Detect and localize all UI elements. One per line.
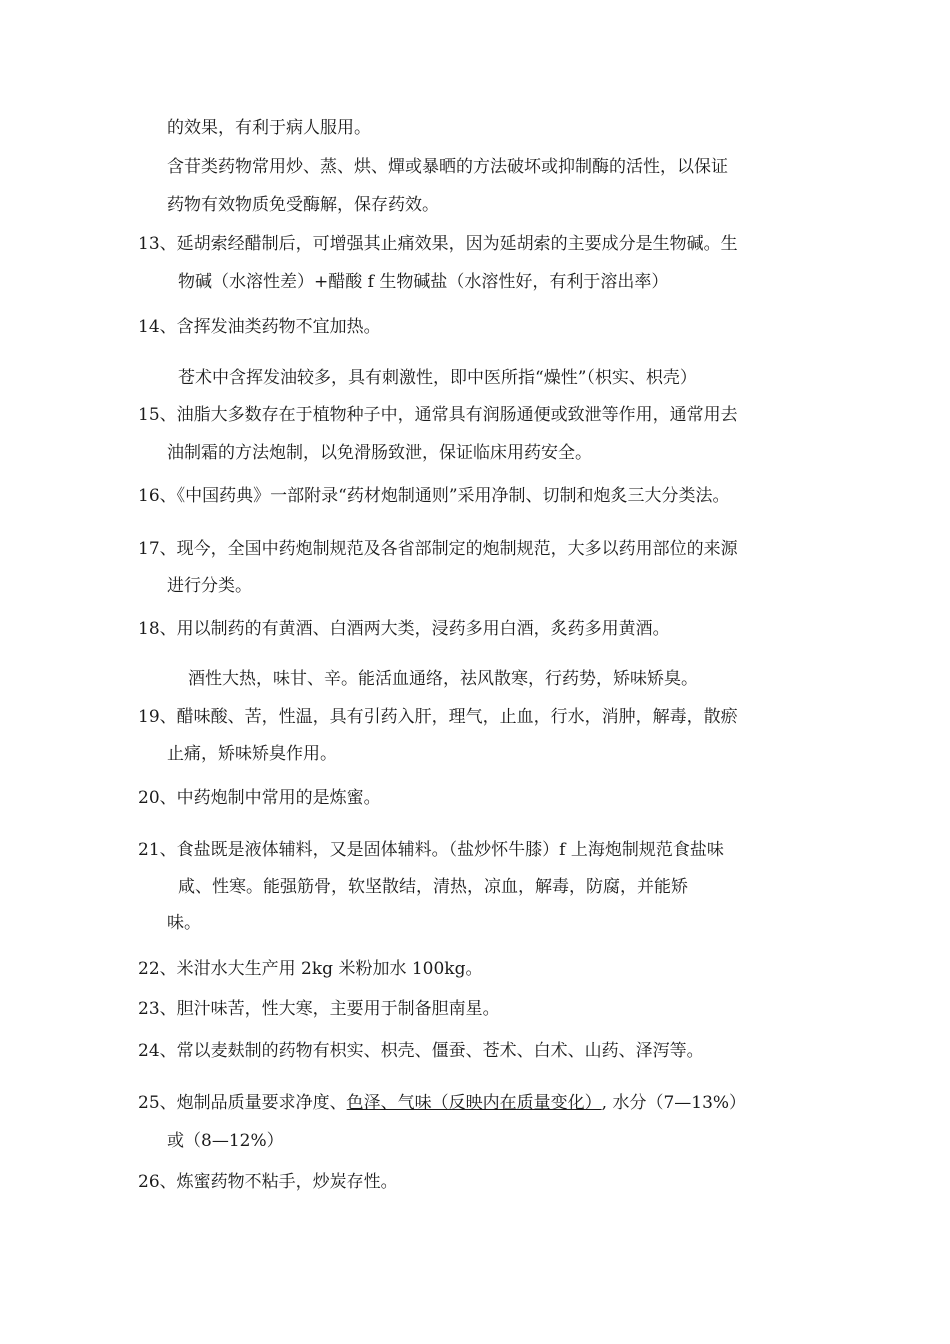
text-line: 物碱（水溶性差）+醋酸 f 生物碱盐（水溶性好，有利于溶出率） [178, 272, 669, 292]
text-line: 13、延胡索经醋制后，可增强其止痛效果，因为延胡索的主要成分是生物碱。生 [138, 234, 738, 254]
text-line [138, 1091, 746, 1115]
text-line: 苍术中含挥发油较多，具有刺激性，即中医所指“燥性”（枳实、枳壳） [178, 368, 697, 388]
text-line: 20、中药炮制中常用的是炼蜜。 [138, 788, 381, 808]
text-line: 26、炼蜜药物不粘手，炒炭存性。 [138, 1172, 398, 1192]
text-line: 味。 [167, 913, 201, 933]
text-line: 22、米泔水大生产用 2kg 米粉加水 100kg。 [138, 959, 483, 979]
text-span: , 水分（7—13%） [601, 1093, 747, 1113]
text-line: 21、食盐既是液体辅料，又是固体辅料。（盐炒怀牛膝）f 上海炮制规范食盐味 [138, 840, 724, 860]
text-line: 进行分类。 [167, 576, 252, 596]
text-line: 19、醋味酸、苦，性温，具有引药入肝，理气，止血，行水，消肿，解毒，散瘀 [138, 707, 738, 727]
underlined-text: 色泽、气味（反映内在质量变化） [346, 1093, 602, 1113]
text-line: 药物有效物质免受酶解，保存药效。 [167, 195, 439, 215]
text-line: 油制霜的方法炮制，以免滑肠致泄，保证临床用药安全。 [167, 443, 592, 463]
text-line: 15、油脂大多数存在于植物种子中，通常具有润肠通便或致泄等作用，通常用去 [138, 405, 738, 425]
text-line: 14、含挥发油类药物不宜加热。 [138, 317, 381, 337]
text-line: 23、胆汁味苦，性大寒，主要用于制备胆南星。 [138, 999, 500, 1019]
text-span: 25、炮制品质量要求净度、 [138, 1093, 347, 1113]
text-line: 咸、性寒。能强筋骨，软坚散结，清热，凉血，解毒，防腐，并能矫 [178, 877, 688, 897]
text-line: 18、用以制药的有黄酒、白酒两大类，浸药多用白酒，炙药多用黄酒。 [138, 619, 670, 639]
text-line: 或（8—12%） [167, 1131, 284, 1151]
text-line: 的效果，有利于病人服用。 [167, 118, 371, 138]
text-line: 16、《中国药典》一部附录“药材炮制通则”采用净制、切制和炮炙三大分类法。 [138, 486, 730, 506]
text-line: 酒性大热，味甘、辛。能活血通络，祛风散寒，行药势，矫味矫臭。 [188, 669, 698, 689]
text-line: 24、常以麦麸制的药物有枳实、枳壳、僵蚕、苍术、白术、山药、泽泻等。 [138, 1041, 704, 1061]
text-line: 17、现今，全国中药炮制规范及各省部制定的炮制规范，大多以药用部位的来源 [138, 539, 738, 559]
text-line: 止痛，矫味矫臭作用。 [167, 744, 337, 764]
text-line: 含苷类药物常用炒、蒸、烘、燀或暴晒的方法破坏或抑制酶的活性，以保证 [167, 157, 728, 177]
